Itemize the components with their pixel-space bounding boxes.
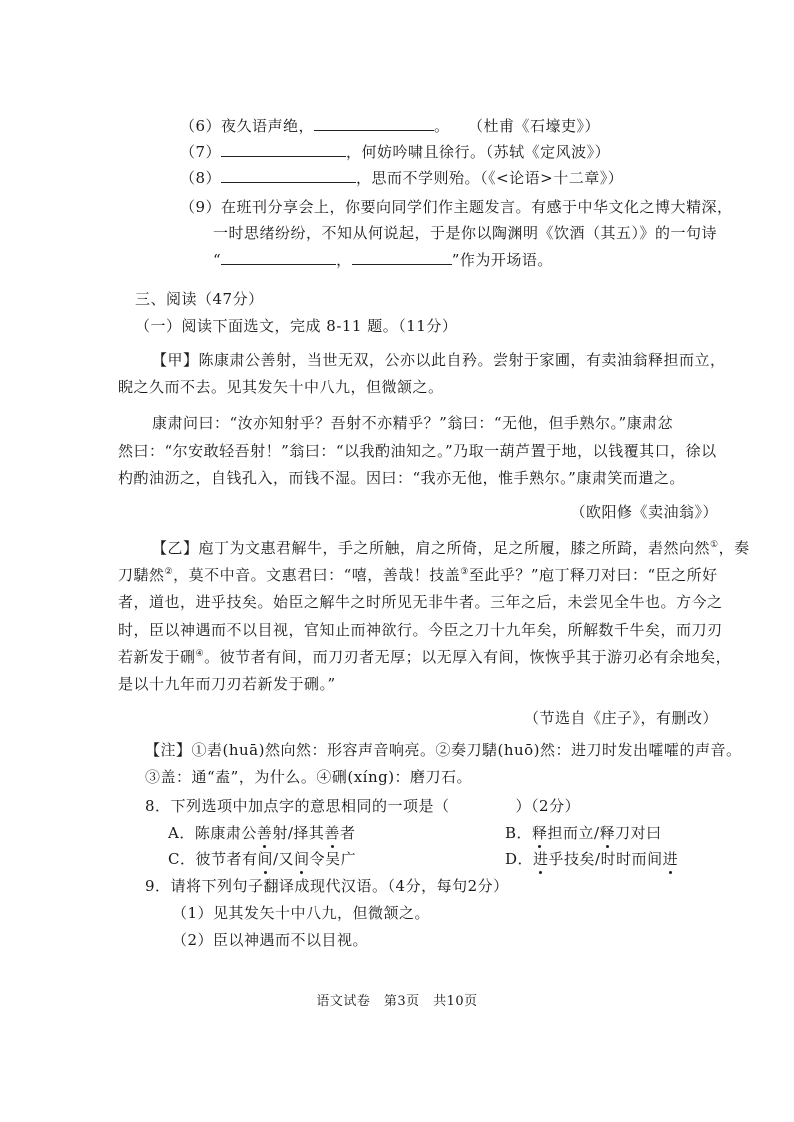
q9-fill-line2: 一时思绪纷纷，不知从何说起，于是你以陶渊明《饮酒（其五）》的一句诗 [213,224,718,242]
q8-fill-prefix: （8） [180,169,222,187]
yi-line2-text-c: 至此乎？”庖丁释刀对曰：“臣之所好 [468,566,718,584]
q9-sentence-2: （2）臣以神遇而不以目视。 [172,931,369,949]
option-a-text-end: 者 [339,824,356,842]
q8-option-c[interactable] [168,849,356,869]
page-footer: 语文试卷 第3页 共10页 [316,994,478,1009]
q9-fill-line3 [213,250,553,270]
yi-line4: 时，臣以神遇而不以目视，官知止而神欲行。今臣之刀十九年矣，所解数千牛矣，而刀刃 [118,621,723,639]
q8-fill-line [180,168,623,188]
q9-fill-line1: （9）在班刊分享会上，你要向同学们作主题发言。有感于中华文化之博大精深， [180,198,733,216]
option-d-text: D． [505,850,534,868]
footnote-mark-3: ③ [460,567,469,577]
option-a-dotted-char-2: 善 [324,824,340,842]
q7-line [180,142,610,162]
notes-line1: 【注】①砉(huā)然向然：形容声音响亮。②奏刀騞(huō)然：进刀时发出嚯嚯的声音。 [145,741,742,759]
q7-suffix: ，何妨吟啸且徐行。 [346,143,486,161]
footnote-mark-4: ④ [195,649,205,659]
q6-line [180,116,450,136]
option-b-dotted-char-1: 释 [532,824,548,842]
option-a-text: A．陈康肃公 [168,824,257,842]
section-subtitle: （一）阅读下面选文，完成 8-11 题。（11分） [135,317,458,335]
yi-line2-text-a: 刀騞然 [118,566,165,584]
option-b-text-mid: 担而立/ [547,824,600,842]
option-d-dotted-char-1: 进 [533,850,549,868]
yi-line1-tail: ，奏 [718,539,750,557]
option-c-text: C．彼节者有 [168,850,258,868]
section-title: 三、阅读（47分） [135,290,264,308]
q8-stem-score: ）（2分） [515,797,581,815]
q8-fill-answer-blank[interactable] [221,168,356,183]
option-c-dotted-char-2: 间 [294,850,310,868]
yi-line1-text: 【乙】庖丁为文惠君解牛，手之所触，肩之所倚，足之所履，膝之所踦，砉然向然 [152,539,711,557]
yi-line2-text-b: ，莫不中音。文惠君曰：“嘻，善哉！技盖 [173,566,461,584]
q9-sentence-1: （1）见其发矢十中八九，但微颔之。 [172,904,431,922]
yi-source: （节选自《庄子》，有删改） [523,709,718,727]
q9-answer-blank-2[interactable] [352,250,452,265]
option-c-dotted-char-1: 间 [257,850,273,868]
q8-option-a[interactable] [168,823,355,843]
q9-line3-end: ”作为开场语。 [451,251,553,269]
q8-stem [145,796,580,816]
option-b-dotted-char-2: 释 [599,824,616,842]
q9-comma: ， [336,251,352,269]
jia-p2-line3: 杓酌油沥之，自钱孔入，而钱不湿。因曰：“我亦无他，惟手熟尔。”康肃笑而遣之。 [118,469,685,487]
q6-answer-blank[interactable] [314,116,434,131]
option-a-dotted-char-1: 善 [256,824,273,842]
q9-answer-blank-1[interactable] [221,250,336,265]
yi-line5-text-a: 若新发于硎 [118,648,196,666]
yi-line5-text-b: 。彼节者有间，而刀刃者无厚；以无厚入有间，恢恢乎其于游刃必有余地矣， [204,648,732,666]
q7-answer-blank[interactable] [221,142,346,157]
q6-source: （杜甫《石壕吏》） [468,117,601,135]
q9-stem: 9．请将下列句子翻译成现代汉语。（4分，每句2分） [145,877,509,895]
option-a-text-mid: 射/择其 [272,824,325,842]
q7-prefix: （7） [180,143,222,161]
q8-fill-suffix: ，思而不学则殆。 [356,169,481,187]
notes-line2: ③盖：通“盍”，为什么。④硎(xíng)：磨刀石。 [145,768,473,786]
yi-line2 [118,565,718,585]
footnote-mark-1: ① [710,540,719,550]
yi-line1 [152,538,750,558]
option-b-text: B． [505,824,533,842]
q9-open-quote: “ [213,251,222,269]
option-d-text-mid: 乎技矣/时时而间 [548,850,663,868]
q6-suffix: 。 [434,117,450,135]
yi-line3: 者，道也，进乎技矣。始臣之解牛之时所见无非牛者。三年之后，未尝见全牛也。方今之 [118,593,723,611]
q8-fill-source: （《<论语>十二章》） [480,169,624,187]
yi-line6: 是以十九年而刀刃若新发于硎。” [118,675,336,693]
option-d-dotted-char-2: 进 [662,850,679,868]
jia-p1-line2: 睨之久而不去。见其发矢十中八九，但微颔之。 [118,378,444,396]
jia-p1-line1: 【甲】陈康肃公善射，当世无双，公亦以此自矜。尝射于家圃，有卖油翁释担而立， [152,351,726,369]
q6-prefix: （6）夜久语声绝， [180,117,315,135]
jia-p2-line2: 然曰：“尔安敢轻吾射！”翁曰：“以我酌油知之。”乃取一葫芦置于地，以钱覆其口，徐以 [118,442,717,460]
q8-option-b[interactable] [505,823,662,843]
q8-stem-text: 8．下列选项中加点字的意思相同的一项是（ [145,797,450,815]
yi-line5 [118,647,731,667]
footnote-mark-2: ② [164,567,174,577]
jia-p2-line1: 康肃问曰：“汝亦知射乎？吾射不亦精乎？”翁曰：“无他，但手熟尔。”康肃忿 [152,414,674,432]
option-c-text-end: 令吴广 [309,850,357,868]
jia-source: （欧阳修《卖油翁》） [570,503,718,521]
q8-option-d[interactable] [505,849,678,869]
option-b-text-end: 刀对曰 [615,824,662,842]
q7-source: （苏轼《定风波》） [485,143,611,161]
option-c-text-mid: /又 [273,850,295,868]
